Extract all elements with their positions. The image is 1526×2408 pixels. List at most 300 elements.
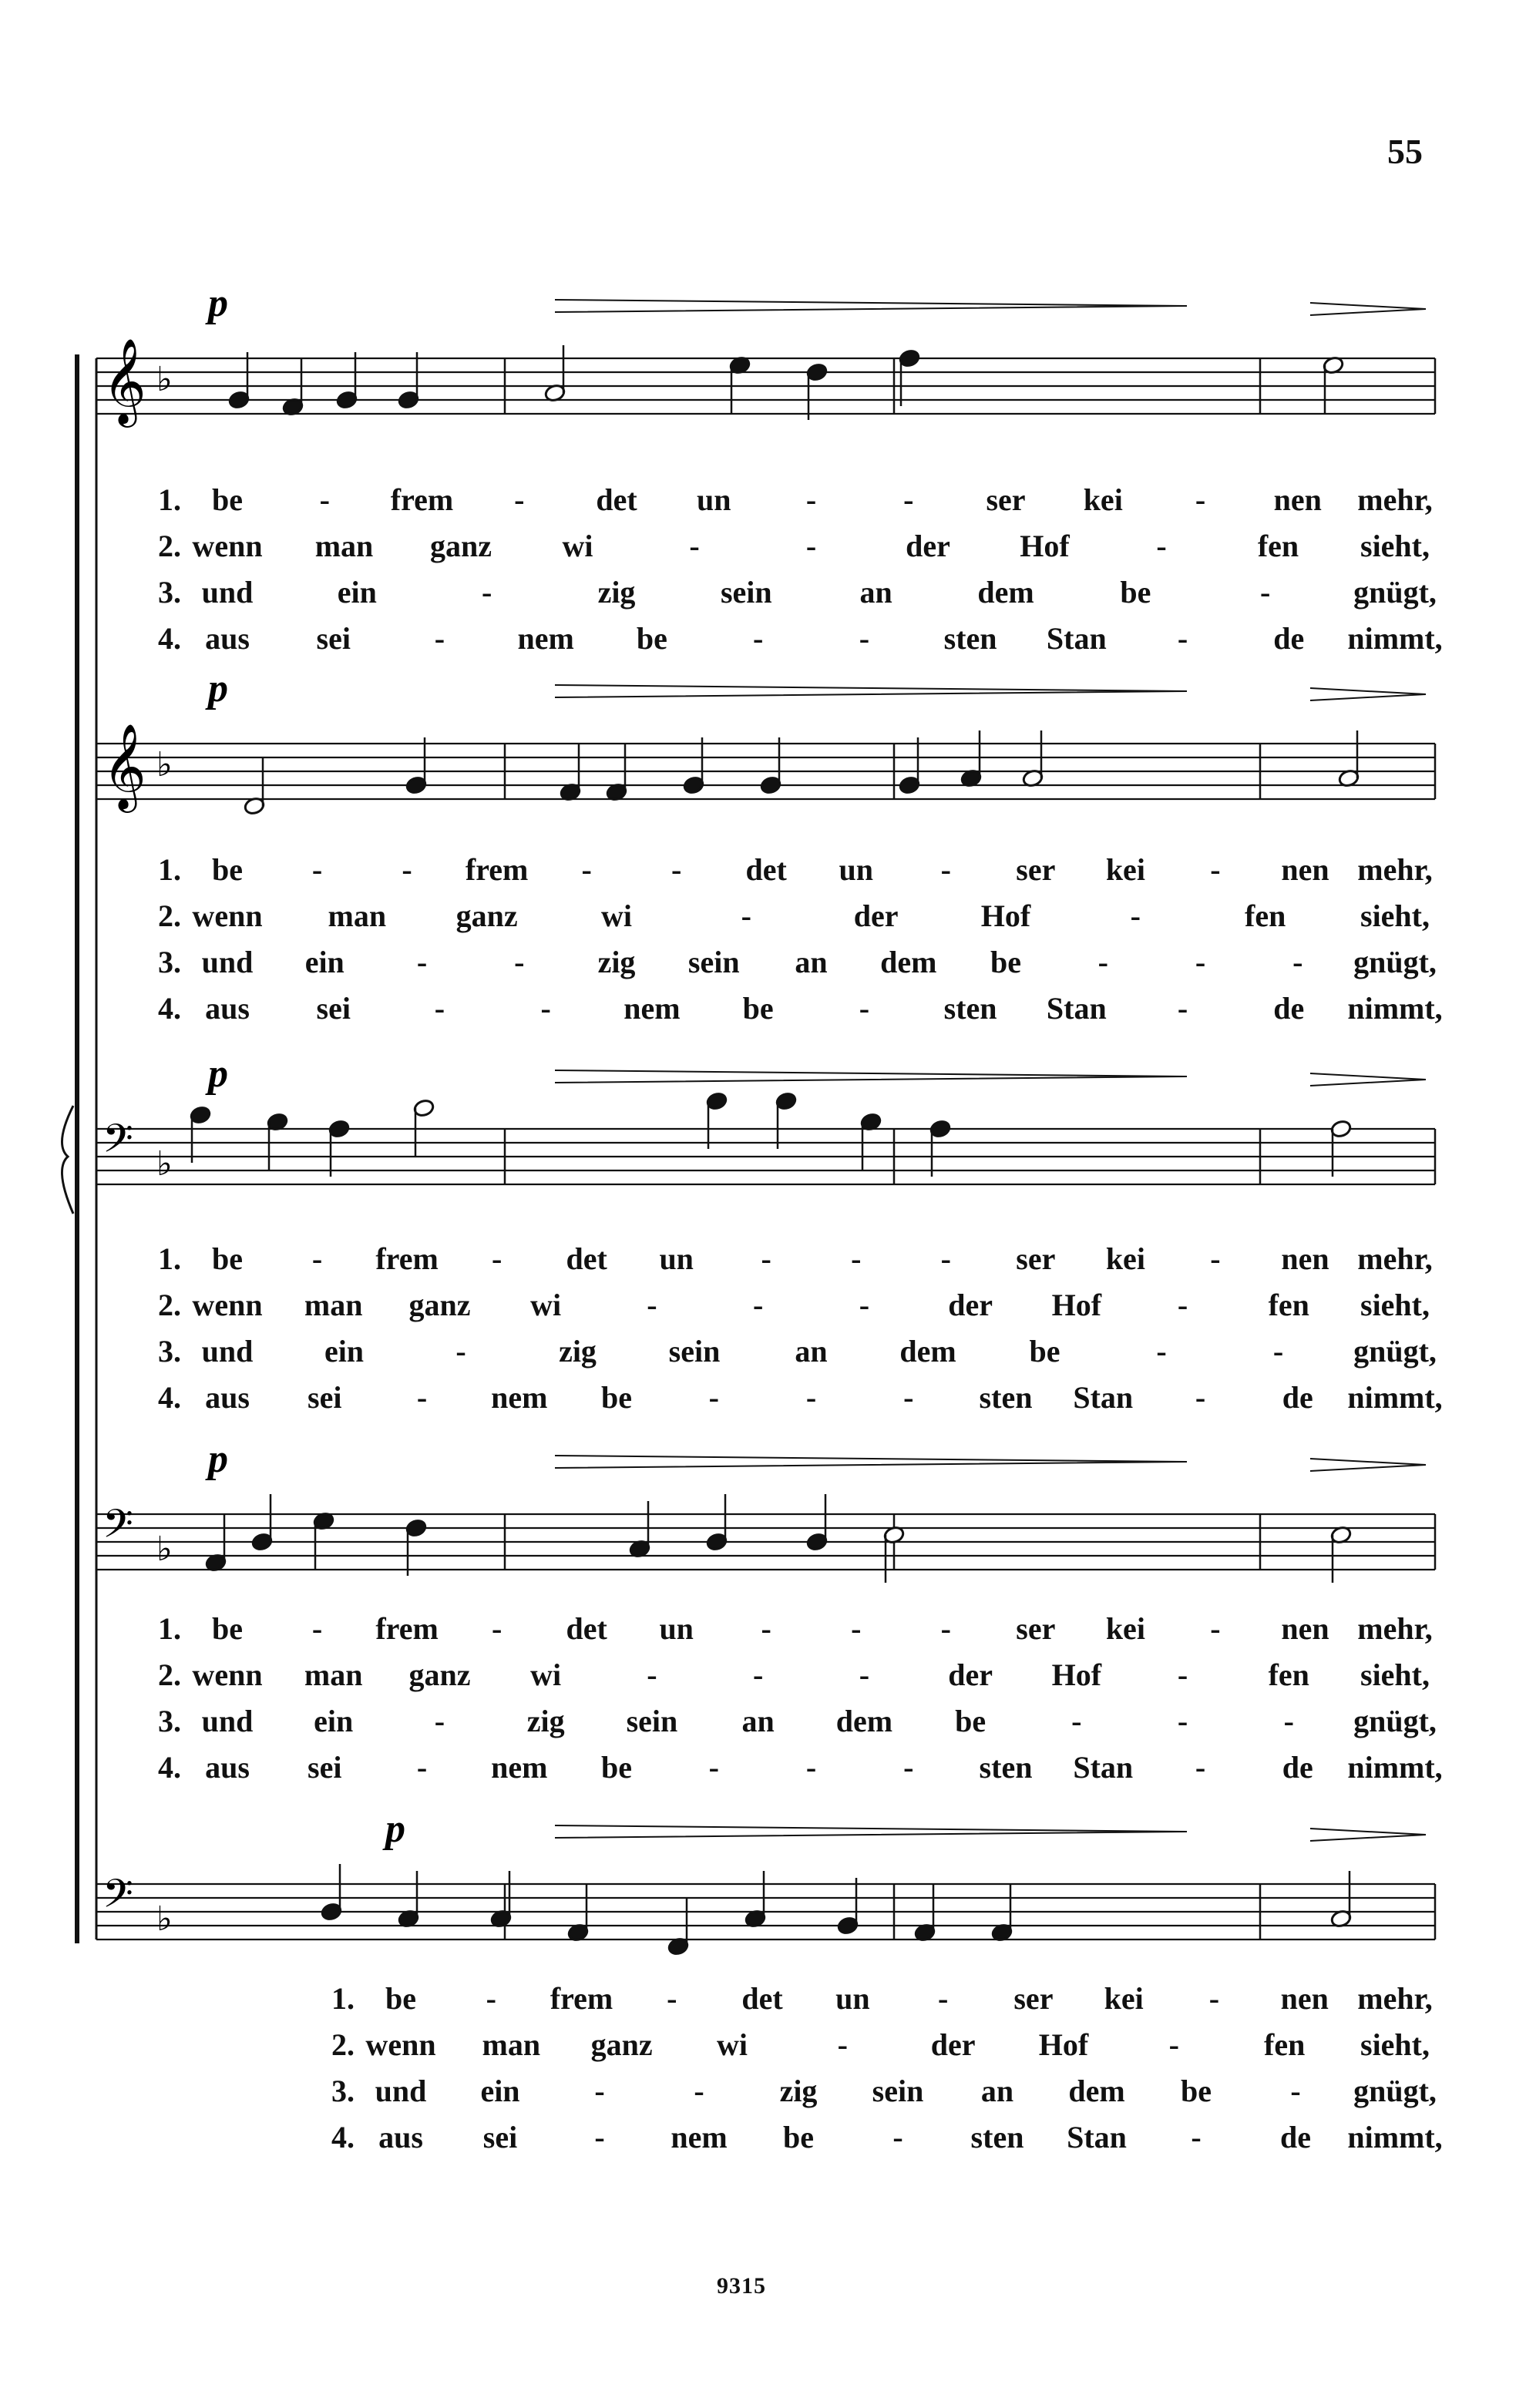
- lyric-syllable: -: [1272, 1334, 1284, 1369]
- lyric-syllable: wenn: [365, 2027, 436, 2062]
- lyric-syllable: gnügt,: [1353, 1334, 1437, 1369]
- lyric-syllable: -: [805, 1750, 817, 1785]
- lyric-syllable: frem: [550, 1981, 613, 2016]
- lyric-syllable: -: [761, 1241, 771, 1276]
- lyric-syllable: zig: [526, 1704, 565, 1738]
- lyric-syllable: und: [201, 1704, 254, 1738]
- lyric-verse-row: [0, 620, 1526, 663]
- lyric-syllable: -: [514, 945, 525, 979]
- lyric-syllable: -: [1195, 1750, 1206, 1785]
- decrescendo-hairpin: [1310, 1829, 1426, 1841]
- lyric-syllable: -: [851, 1241, 862, 1276]
- lyric-syllable: frem: [375, 1241, 439, 1276]
- lyric-syllable: -: [752, 1288, 764, 1322]
- lyric-syllable: -: [752, 1657, 764, 1692]
- lyric-syllable: man: [304, 1657, 363, 1692]
- lyric-syllable: nen: [1280, 1981, 1329, 2016]
- lyric-syllable: sten: [979, 1380, 1033, 1415]
- lyric-syllable: zig: [597, 945, 636, 979]
- lyric-syllable: ganz: [455, 898, 518, 933]
- lyric-syllable: -: [694, 2074, 704, 2108]
- lyric-verse-row: [0, 1657, 1526, 1700]
- lyric-syllable: der: [948, 1657, 993, 1692]
- lyric-syllable: det: [741, 1981, 783, 2016]
- lyric-syllable: -: [594, 2120, 605, 2154]
- lyric-syllable: Stan: [1073, 1380, 1134, 1415]
- verse-number: 4.: [158, 1380, 181, 1415]
- verse-number: 4.: [158, 621, 181, 656]
- lyric-syllable: ganz: [408, 1657, 471, 1692]
- lyric-syllable: mehr,: [1357, 482, 1433, 517]
- lyric-syllable: un: [839, 852, 874, 887]
- dynamic-marking: p: [208, 1437, 228, 1481]
- decrescendo-hairpin: [1310, 1459, 1426, 1471]
- verse-number: 2.: [158, 1288, 181, 1322]
- lyric-syllable: sei: [482, 2120, 518, 2154]
- lyric-verse-row: [0, 944, 1526, 987]
- lyric-syllable: un: [659, 1611, 694, 1646]
- lyric-verse-row: [0, 482, 1526, 525]
- lyric-syllable: -: [1195, 1380, 1206, 1415]
- lyric-syllable: -: [416, 1750, 428, 1785]
- lyric-syllable: ser: [1013, 1981, 1054, 2016]
- flat-key-signature: ♭: [156, 1144, 173, 1184]
- lyric-syllable: aus: [205, 1750, 250, 1785]
- lyric-syllable: gnügt,: [1353, 1704, 1437, 1738]
- lyric-verse-row: [0, 1610, 1526, 1654]
- verse-number: 1.: [158, 1241, 181, 1276]
- lyric-syllable: nen: [1281, 852, 1329, 887]
- verse-number: 1.: [158, 852, 181, 887]
- lyric-syllable: -: [1177, 1657, 1188, 1692]
- lyric-syllable: be: [742, 991, 774, 1026]
- crescendo-hairpin: [555, 300, 1187, 312]
- lyric-syllable: Stan: [1067, 2120, 1127, 2154]
- lyric-syllable: -: [1292, 945, 1303, 979]
- lyric-syllable: -: [491, 1241, 503, 1276]
- lyric-syllable: mehr,: [1357, 852, 1433, 887]
- plate-number: 9315: [717, 2273, 766, 2299]
- lyric-syllable: -: [416, 945, 428, 979]
- decrescendo-hairpin: [1310, 1073, 1426, 1086]
- lyric-syllable: -: [937, 1981, 949, 2016]
- lyric-syllable: und: [201, 575, 254, 610]
- lyric-verse-row: [0, 1749, 1526, 1792]
- lyric-syllable: dem: [835, 1704, 893, 1738]
- lyric-syllable: be: [955, 1704, 987, 1738]
- lyric-syllable: nem: [517, 621, 574, 656]
- lyric-syllable: -: [1283, 1704, 1294, 1738]
- lyric-syllable: be: [212, 482, 243, 517]
- lyric-syllable: det: [745, 852, 787, 887]
- lyric-syllable: nen: [1281, 1611, 1329, 1646]
- lyric-syllable: -: [581, 852, 592, 887]
- lyric-syllable: wi: [601, 898, 632, 933]
- lyric-syllable: man: [304, 1288, 363, 1322]
- lyric-syllable: dem: [899, 1334, 956, 1369]
- lyric-syllable: -: [940, 1241, 951, 1276]
- lyric-syllable: un: [659, 1241, 694, 1276]
- lyric-syllable: -: [851, 1611, 862, 1646]
- lyric-syllable: wi: [717, 2027, 748, 2062]
- lyric-syllable: det: [566, 1611, 607, 1646]
- lyric-syllable: sein: [872, 2074, 924, 2108]
- lyric-syllable: wi: [562, 529, 593, 563]
- lyric-syllable: und: [375, 2074, 427, 2108]
- lyric-syllable: frem: [465, 852, 529, 887]
- lyric-syllable: det: [566, 1241, 607, 1276]
- lyric-syllable: -: [319, 482, 330, 517]
- lyric-syllable: ganz: [408, 1288, 471, 1322]
- lyric-syllable: -: [1177, 1288, 1188, 1322]
- lyric-verse-row: [0, 574, 1526, 617]
- lyric-syllable: der: [906, 529, 950, 563]
- verse-number: 4.: [158, 1750, 181, 1785]
- lyric-syllable: aus: [205, 1380, 250, 1415]
- lyric-syllable: -: [1156, 529, 1167, 563]
- crescendo-hairpin: [555, 1825, 1187, 1838]
- lyric-syllable: -: [761, 1611, 771, 1646]
- lyric-syllable: Stan: [1046, 991, 1107, 1026]
- lyric-syllable: -: [647, 1657, 657, 1692]
- lyric-syllable: -: [940, 852, 951, 887]
- lyric-syllable: sei: [308, 1750, 342, 1785]
- lyric-syllable: frem: [375, 1611, 439, 1646]
- lyric-syllable: -: [514, 482, 525, 517]
- verse-number: 3.: [158, 945, 181, 979]
- lyric-syllable: -: [1177, 621, 1188, 656]
- lyric-syllable: nem: [671, 2120, 728, 2154]
- verse-number: 3.: [158, 1704, 181, 1738]
- lyric-syllable: -: [805, 482, 817, 517]
- lyric-syllable: an: [795, 1334, 828, 1369]
- verse-number: 2.: [158, 898, 181, 933]
- lyric-syllable: de: [1273, 621, 1305, 656]
- decrescendo-hairpin: [1310, 688, 1426, 700]
- lyric-syllable: -: [491, 1611, 503, 1646]
- lyric-syllable: zig: [597, 575, 636, 610]
- lyric-syllable: Hof: [1020, 529, 1070, 563]
- lyric-syllable: Hof: [1051, 1657, 1102, 1692]
- dynamic-marking: p: [208, 667, 228, 710]
- bass-clef: 𝄢: [103, 1115, 133, 1171]
- lyric-syllable: -: [1071, 1704, 1082, 1738]
- lyric-syllable: -: [1191, 2120, 1202, 2154]
- lyric-verse-row: [0, 1703, 1526, 1746]
- lyric-syllable: der: [930, 2027, 976, 2062]
- lyric-syllable: -: [667, 1981, 677, 2016]
- page-number: 55: [1387, 132, 1423, 171]
- lyric-syllable: sten: [943, 991, 997, 1026]
- lyric-syllable: kei: [1105, 1611, 1145, 1646]
- flat-key-signature: ♭: [156, 1530, 173, 1569]
- decrescendo-hairpin: [1310, 303, 1426, 315]
- lyric-syllable: be: [601, 1380, 632, 1415]
- lyric-syllable: be: [601, 1750, 632, 1785]
- lyric-syllable: aus: [378, 2120, 423, 2154]
- lyric-syllable: -: [708, 1380, 719, 1415]
- lyric-syllable: be: [990, 945, 1021, 979]
- lyric-syllable: dem: [1068, 2074, 1125, 2108]
- lyric-syllable: -: [481, 575, 492, 610]
- lyric-syllable: nimmt,: [1347, 621, 1443, 656]
- lyric-verse-row: [0, 1333, 1526, 1376]
- lyric-syllable: be: [1181, 2074, 1212, 2108]
- lyric-verse-row: [0, 1980, 1526, 2023]
- lyric-syllable: -: [1195, 945, 1206, 979]
- lyric-syllable: sei: [316, 991, 351, 1026]
- lyric-syllable: -: [892, 2120, 903, 2154]
- lyric-syllable: de: [1280, 2120, 1311, 2154]
- lyric-verse-row: [0, 2119, 1526, 2162]
- lyric-syllable: sieht,: [1360, 898, 1430, 933]
- lyric-syllable: nen: [1273, 482, 1322, 517]
- lyric-syllable: nimmt,: [1347, 1750, 1443, 1785]
- lyric-syllable: sieht,: [1360, 2027, 1430, 2062]
- lyric-syllable: sten: [970, 2120, 1024, 2154]
- verse-number: 3.: [331, 2074, 355, 2108]
- lyric-syllable: nem: [491, 1750, 548, 1785]
- lyric-syllable: sten: [943, 621, 997, 656]
- lyric-syllable: -: [311, 852, 323, 887]
- lyric-syllable: kei: [1083, 482, 1123, 517]
- lyric-syllable: und: [201, 945, 254, 979]
- lyric-syllable: -: [434, 621, 445, 656]
- flat-key-signature: ♭: [156, 745, 173, 784]
- lyric-syllable: -: [1168, 2027, 1179, 2062]
- lyric-syllable: aus: [205, 991, 250, 1026]
- lyric-syllable: sieht,: [1360, 1288, 1430, 1322]
- crescendo-hairpin: [555, 1456, 1187, 1468]
- lyric-syllable: nimmt,: [1347, 991, 1443, 1026]
- lyric-syllable: mehr,: [1357, 1241, 1433, 1276]
- lyric-syllable: -: [805, 1380, 817, 1415]
- lyric-syllable: sein: [668, 1334, 721, 1369]
- lyric-syllable: -: [1208, 1981, 1220, 2016]
- lyric-syllable: mehr,: [1357, 1981, 1433, 2016]
- lyric-syllable: -: [1130, 898, 1141, 933]
- lyric-syllable: un: [835, 1981, 870, 2016]
- flat-key-signature: ♭: [156, 1899, 173, 1939]
- lyric-syllable: -: [1156, 1334, 1167, 1369]
- lyric-syllable: dem: [977, 575, 1034, 610]
- lyric-syllable: nimmt,: [1347, 2120, 1443, 2154]
- treble-clef: 𝄞: [103, 723, 146, 809]
- lyric-syllable: -: [903, 482, 914, 517]
- crescendo-hairpin: [555, 685, 1187, 697]
- lyric-syllable: -: [311, 1611, 323, 1646]
- lyric-syllable: fen: [1268, 1657, 1309, 1692]
- lyric-syllable: an: [795, 945, 828, 979]
- lyric-syllable: det: [596, 482, 637, 517]
- lyric-syllable: Stan: [1046, 621, 1107, 656]
- lyric-syllable: dem: [880, 945, 937, 979]
- lyric-syllable: be: [385, 1981, 416, 2016]
- lyric-syllable: wi: [530, 1288, 562, 1322]
- lyric-syllable: be: [212, 1611, 243, 1646]
- lyric-syllable: wenn: [192, 1288, 263, 1322]
- lyric-verse-row: [0, 990, 1526, 1033]
- lyric-syllable: ein: [314, 1704, 354, 1738]
- lyric-syllable: und: [201, 1334, 254, 1369]
- lyric-syllable: nem: [491, 1380, 548, 1415]
- lyric-syllable: man: [482, 2027, 541, 2062]
- lyric-syllable: sieht,: [1360, 1657, 1430, 1692]
- lyric-syllable: sten: [979, 1750, 1033, 1785]
- lyric-syllable: wenn: [192, 898, 263, 933]
- verse-number: 4.: [331, 2120, 355, 2154]
- lyric-syllable: -: [1210, 852, 1221, 887]
- lyric-syllable: -: [1290, 2074, 1301, 2108]
- lyric-syllable: -: [940, 1611, 951, 1646]
- lyric-verse-row: [0, 898, 1526, 941]
- lyric-syllable: -: [1177, 991, 1188, 1026]
- lyric-syllable: -: [1097, 945, 1108, 979]
- lyric-syllable: sei: [308, 1380, 342, 1415]
- lyric-verse-row: [0, 1287, 1526, 1330]
- lyric-syllable: ganz: [590, 2027, 653, 2062]
- lyric-syllable: wenn: [192, 529, 263, 563]
- verse-number: 3.: [158, 575, 181, 610]
- lyric-syllable: de: [1282, 1750, 1313, 1785]
- lyric-syllable: -: [434, 991, 445, 1026]
- lyric-syllable: be: [636, 621, 667, 656]
- lyric-syllable: fen: [1244, 898, 1286, 933]
- lyric-syllable: fen: [1263, 2027, 1306, 2062]
- verse-number: 4.: [158, 991, 181, 1026]
- lyric-syllable: -: [708, 1750, 719, 1785]
- lyric-syllable: kei: [1104, 1981, 1144, 2016]
- lyric-syllable: der: [948, 1288, 993, 1322]
- lyric-syllable: -: [1210, 1611, 1221, 1646]
- lyric-syllable: sein: [626, 1704, 678, 1738]
- lyric-syllable: de: [1282, 1380, 1313, 1415]
- lyric-syllable: be: [212, 852, 243, 887]
- lyric-syllable: Hof: [1038, 2027, 1089, 2062]
- lyric-syllable: -: [837, 2027, 848, 2062]
- lyric-syllable: -: [859, 1288, 870, 1322]
- dynamic-marking: p: [208, 1052, 228, 1096]
- lyric-syllable: -: [859, 991, 870, 1026]
- lyric-syllable: sieht,: [1360, 529, 1430, 563]
- lyric-syllable: un: [697, 482, 731, 517]
- lyric-syllable: man: [328, 898, 387, 933]
- lyric-verse-row: [0, 851, 1526, 895]
- lyric-syllable: -: [594, 2074, 605, 2108]
- verse-number: 1.: [158, 1611, 181, 1646]
- lyric-syllable: ser: [1016, 1241, 1056, 1276]
- verse-number: 2.: [158, 1657, 181, 1692]
- lyric-syllable: zig: [559, 1334, 597, 1369]
- lyric-syllable: ein: [324, 1334, 365, 1369]
- verse-number: 2.: [158, 529, 181, 563]
- lyric-syllable: kei: [1105, 1241, 1145, 1276]
- dynamic-marking: p: [385, 1807, 405, 1851]
- lyric-syllable: sein: [720, 575, 772, 610]
- lyric-syllable: -: [434, 1704, 445, 1738]
- lyric-syllable: Stan: [1073, 1750, 1134, 1785]
- lyric-syllable: wi: [530, 1657, 562, 1692]
- lyric-syllable: -: [455, 1334, 466, 1369]
- lyric-syllable: frem: [390, 482, 454, 517]
- lyric-syllable: ser: [1016, 852, 1056, 887]
- lyric-syllable: gnügt,: [1353, 945, 1437, 979]
- lyric-syllable: be: [212, 1241, 243, 1276]
- lyric-syllable: -: [540, 991, 551, 1026]
- lyric-syllable: der: [853, 898, 899, 933]
- lyric-syllable: an: [741, 1704, 775, 1738]
- lyric-verse-row: [0, 1379, 1526, 1422]
- lyric-syllable: aus: [205, 621, 250, 656]
- verse-number: 1.: [158, 482, 181, 517]
- lyric-syllable: ein: [480, 2074, 520, 2108]
- verse-number: 2.: [331, 2027, 355, 2062]
- lyric-syllable: an: [980, 2074, 1014, 2108]
- lyric-verse-row: [0, 2027, 1526, 2070]
- lyric-syllable: -: [903, 1750, 914, 1785]
- lyric-syllable: -: [903, 1380, 914, 1415]
- lyric-syllable: be: [1120, 575, 1151, 610]
- lyric-syllable: -: [805, 529, 817, 563]
- lyric-syllable: nen: [1281, 1241, 1329, 1276]
- lyric-syllable: nimmt,: [1347, 1380, 1443, 1415]
- lyric-syllable: -: [1177, 1704, 1188, 1738]
- brace: [62, 1106, 73, 1214]
- lyric-syllable: wenn: [192, 1657, 263, 1692]
- lyric-syllable: de: [1273, 991, 1305, 1026]
- lyric-syllable: Hof: [980, 898, 1031, 933]
- flat-key-signature: ♭: [156, 360, 173, 399]
- lyric-syllable: -: [311, 1241, 323, 1276]
- crescendo-hairpin: [555, 1070, 1187, 1083]
- lyric-syllable: Hof: [1051, 1288, 1102, 1322]
- treble-clef: 𝄞: [103, 338, 146, 424]
- lyric-syllable: kei: [1105, 852, 1145, 887]
- lyric-syllable: gnügt,: [1353, 2074, 1437, 2108]
- dynamic-marking: p: [208, 281, 228, 325]
- lyric-syllable: fen: [1268, 1288, 1309, 1322]
- lyric-syllable: sei: [316, 621, 351, 656]
- lyric-syllable: sein: [687, 945, 740, 979]
- lyric-verse-row: [0, 1241, 1526, 1284]
- lyric-verse-row: [0, 528, 1526, 571]
- lyric-syllable: ein: [337, 575, 377, 610]
- lyric-syllable: ein: [304, 945, 345, 979]
- verse-number: 3.: [158, 1334, 181, 1369]
- lyric-syllable: -: [402, 852, 412, 887]
- lyric-syllable: -: [647, 1288, 657, 1322]
- lyric-syllable: -: [1259, 575, 1271, 610]
- lyric-syllable: -: [859, 621, 870, 656]
- lyric-syllable: man: [314, 529, 374, 563]
- lyric-syllable: ser: [1016, 1611, 1056, 1646]
- verse-number: 1.: [331, 1981, 355, 2016]
- lyric-syllable: be: [1029, 1334, 1060, 1369]
- lyric-syllable: fen: [1257, 529, 1299, 563]
- lyric-syllable: gnügt,: [1353, 575, 1437, 610]
- lyric-syllable: -: [416, 1380, 428, 1415]
- bass-clef: 𝄢: [103, 1870, 133, 1926]
- lyric-syllable: be: [783, 2120, 814, 2154]
- bass-clef: 𝄢: [103, 1500, 133, 1557]
- lyric-syllable: mehr,: [1357, 1611, 1433, 1646]
- lyric-syllable: -: [1195, 482, 1206, 517]
- lyric-syllable: an: [859, 575, 892, 610]
- lyric-syllable: -: [859, 1657, 870, 1692]
- lyric-syllable: ser: [986, 482, 1026, 517]
- lyric-syllable: -: [1210, 1241, 1221, 1276]
- lyric-syllable: nem: [624, 991, 681, 1026]
